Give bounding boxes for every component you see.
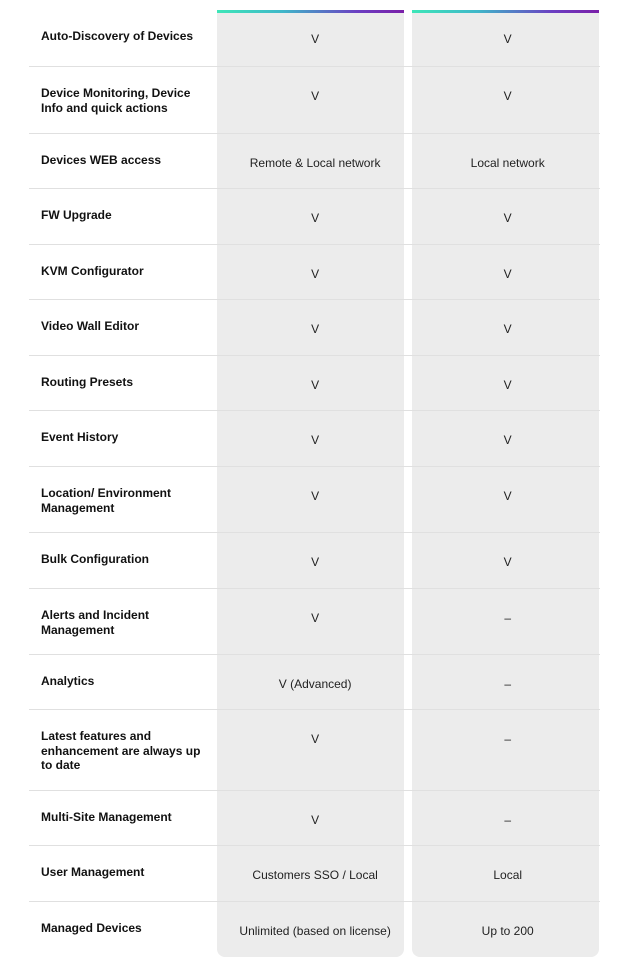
feature-label: Location/ Environment Management <box>41 486 172 515</box>
feature-label: Latest features and enhancement are always up to date <box>41 729 201 772</box>
plan-2-value: – <box>504 677 512 691</box>
plan-2-value: V <box>503 211 512 225</box>
table-row <box>29 589 600 655</box>
plan-1-value: Remote & Local network <box>249 156 381 170</box>
feature-label: Video Wall Editor <box>41 319 140 333</box>
plan-1-value: V <box>311 732 320 746</box>
plan-2-value: – <box>504 611 512 625</box>
plan-2-value: V <box>503 32 512 46</box>
table-row <box>29 467 600 533</box>
plan-2-value: – <box>504 732 512 746</box>
feature-label: Auto-Discovery of Devices <box>41 29 194 43</box>
table-row <box>29 846 600 902</box>
table-row <box>29 655 600 710</box>
plan-2-value: V <box>503 89 512 103</box>
feature-comparison-table <box>29 10 600 958</box>
table-row <box>29 902 600 958</box>
plan-1-value: V <box>311 322 320 336</box>
plan-2-value: Local network <box>470 156 545 170</box>
feature-label: Managed Devices <box>41 921 142 935</box>
plan-1-value: V <box>311 611 320 625</box>
table-row <box>29 533 600 589</box>
table-row <box>29 245 600 300</box>
plan-2-value: V <box>503 267 512 281</box>
plan-2-value: V <box>503 433 512 447</box>
plan-1-value: V <box>311 32 320 46</box>
feature-label: Analytics <box>41 674 95 688</box>
table-row <box>29 356 600 411</box>
table-row <box>29 67 600 134</box>
feature-label: Routing Presets <box>41 375 134 389</box>
feature-label: User Management <box>41 865 145 879</box>
table-row <box>29 710 600 791</box>
table-row <box>29 300 600 356</box>
feature-label: FW Upgrade <box>41 208 112 222</box>
feature-label: Event History <box>41 430 119 444</box>
table-row <box>29 189 600 245</box>
plan-1-value: V <box>311 555 320 569</box>
feature-label: Alerts and Incident Management <box>41 608 150 637</box>
plan-1-value: V <box>311 433 320 447</box>
feature-label: Device Monitoring, Device Info and quick actions <box>41 86 191 115</box>
plan-1-value: Customers SSO / Local <box>252 868 378 882</box>
plan-2-value: Local <box>493 868 523 882</box>
plan-2-value: V <box>503 489 512 503</box>
table-row <box>29 10 600 67</box>
plan-1-value: V <box>311 813 320 827</box>
feature-label: Bulk Configuration <box>41 552 149 566</box>
table-row <box>29 134 600 189</box>
table-row <box>29 791 600 846</box>
plan-1-value: V <box>311 378 320 392</box>
plan-2-value: V <box>503 322 512 336</box>
feature-label: KVM Configurator <box>41 264 144 278</box>
table-row <box>29 411 600 467</box>
plan-1-value: V <box>311 489 320 503</box>
plan-2-value: V <box>503 555 512 569</box>
plan-2-value: V <box>503 378 512 392</box>
plan-1-value: V <box>311 211 320 225</box>
plan-1-value: V <box>311 267 320 281</box>
plan-1-value: Unlimited (based on license) <box>239 924 391 938</box>
plan-1-value: V (Advanced) <box>278 677 352 691</box>
feature-label: Devices WEB access <box>41 153 162 167</box>
plan-2-value: – <box>504 813 512 827</box>
plan-2-value: Up to 200 <box>481 924 534 938</box>
plan-1-value: V <box>311 89 320 103</box>
feature-label: Multi-Site Management <box>41 810 172 824</box>
